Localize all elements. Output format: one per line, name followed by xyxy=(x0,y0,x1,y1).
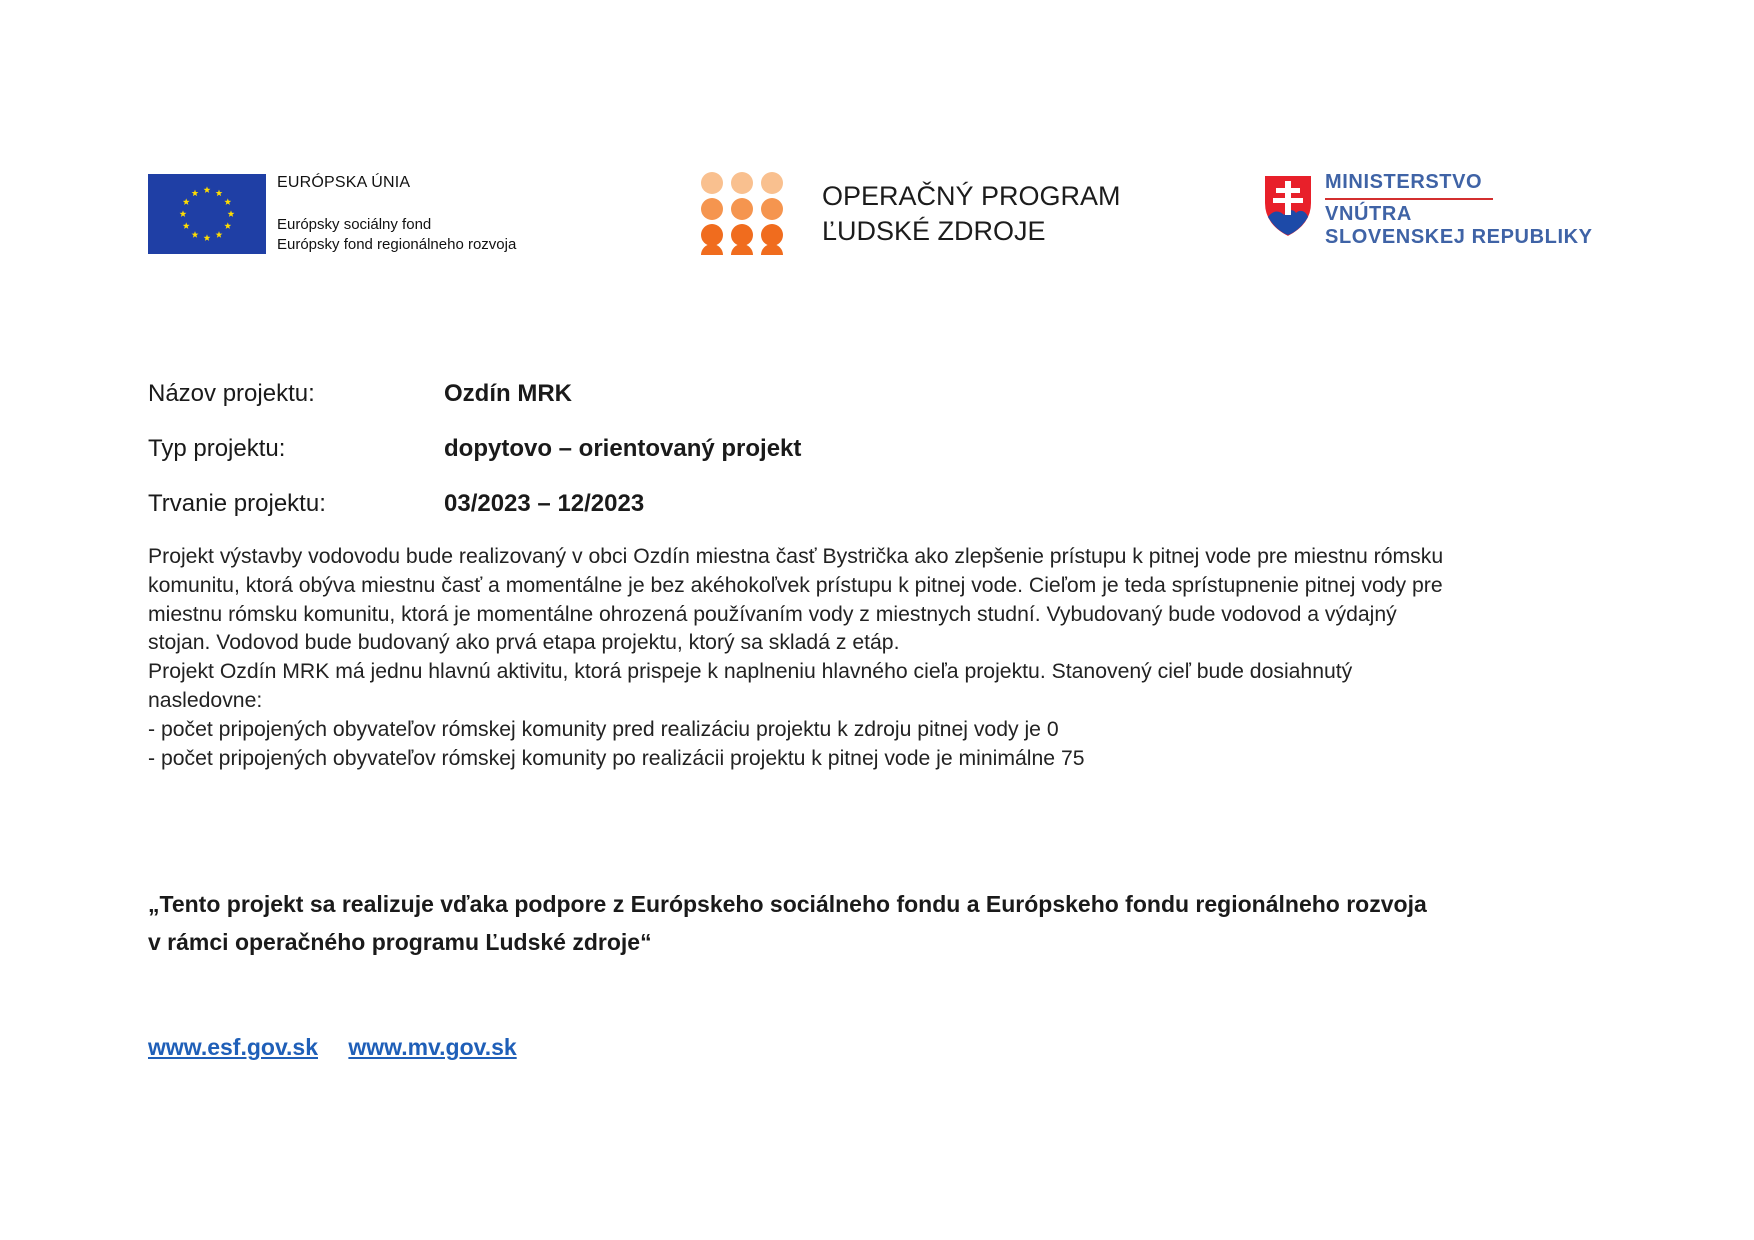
description-line: komunitu, ktorá obýva miestnu časť a momentálne je bez akéhokoľvek prístupu k pitnej vode. Cieľom je teda sprístupnenie pitnej vody pre xyxy=(148,573,1443,597)
eu-fund-esf: Európsky sociálny fond xyxy=(277,216,432,233)
description-line: miestnu rómsku komunitu, ktorá je momentálne ohrozená používaním vody z miestnych studní. Vybudovaný bude vodovod a výdajný xyxy=(148,602,1397,626)
esf-link[interactable]: www.esf.gov.sk xyxy=(148,1034,318,1060)
operational-program-logo xyxy=(700,171,1120,255)
description-line: Projekt Ozdín MRK má jednu hlavnú aktivitu, ktorá prispeje k naplneniu hlavného cieľa projektu. Stanovený cieľ bude dosiahnutý xyxy=(148,660,1353,684)
ministry-title-line-2: VNÚTRA xyxy=(1325,203,1412,225)
project-duration-value: 03/2023 – 12/2023 xyxy=(444,490,645,517)
project-duration-label: Trvanie projektu: xyxy=(148,490,326,517)
funding-statement xyxy=(148,885,1648,961)
description-line: stojan. Vodovod bude budovaný ako prvá etapa projektu, ktorý sa skladá z etáp. xyxy=(148,631,900,655)
project-name-label: Názov projektu: xyxy=(148,380,315,407)
description-line: - počet pripojených obyvateľov rómskej komunity po realizácii projektu k pitnej vode je minimálne 75 xyxy=(148,746,1085,770)
eu-title: EURÓPSKA ÚNIA xyxy=(277,174,411,191)
mv-link[interactable]: www.mv.gov.sk xyxy=(348,1034,517,1060)
dots-grid-icon xyxy=(700,171,784,255)
description-line: - počet pripojených obyvateľov rómskej komunity pred realizáciu projektu k zdroju pitnej vody je 0 xyxy=(148,717,1059,741)
ministry-title-line-3: SLOVENSKEJ REPUBLIKY xyxy=(1325,226,1593,248)
project-type-label: Typ projektu: xyxy=(148,435,286,462)
eu-logo xyxy=(148,174,548,254)
ministry-title-line-1: MINISTERSTVO xyxy=(1325,171,1483,193)
description-line: Projekt výstavby vodovodu bude realizovaný v obci Ozdín miestna časť Bystrička ako zlepšenie prístupu k pitnej vode pre miestnu rómsku xyxy=(148,545,1444,568)
project-name-value: Ozdín MRK xyxy=(444,380,572,407)
slovak-coat-of-arms-icon xyxy=(1262,173,1314,239)
project-type-value: dopytovo – orientovaný projekt xyxy=(444,435,802,462)
funding-statement-line-1: „Tento projekt sa realizuje vďaka podpore z Európskeho sociálneho fondu a Európskeho fondu regionálneho rozvoja xyxy=(148,891,1427,917)
op-title-line-1: OPERAČNÝ PROGRAM xyxy=(822,181,1121,211)
funding-statement-line-2: v rámci operačného programu Ľudské zdroje“ xyxy=(148,929,652,955)
footer-links xyxy=(148,1034,541,1061)
ministry-logo xyxy=(1262,171,1602,261)
eu-fund-erdf: Európsky fond regionálneho rozvoja xyxy=(277,236,517,253)
description-line: nasledovne: xyxy=(148,688,263,712)
ministry-divider xyxy=(1325,198,1493,200)
op-title-line-2: ĽUDSKÉ ZDROJE xyxy=(822,216,1046,246)
eu-flag-icon xyxy=(148,174,266,254)
project-description xyxy=(148,543,1638,773)
